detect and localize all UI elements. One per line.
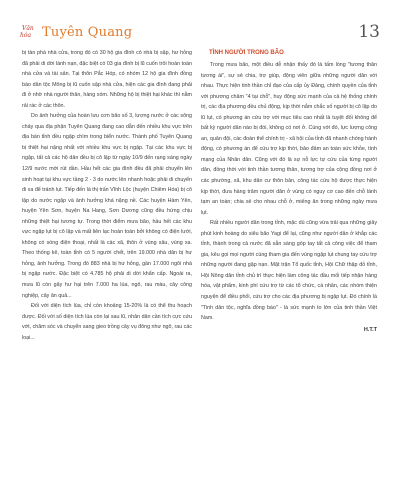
- left-paragraph-3: Đối với diện tích lúa, chỉ còn khoảng 15-20% là có thể thu hoạch được. Đối với số diện tích lúa còn lại sau lũ, nhân dân cần tích cực cứu vớt, chăm sóc và chuyển sang gieo trồng cây vụ đông như ngô, rau các loại...: [22, 303, 192, 341]
- logo-main-text: Tuyên Quang: [42, 25, 133, 40]
- author-signature: H.T.T: [363, 326, 377, 333]
- page-number: 13: [358, 22, 380, 42]
- left-column: [22, 48, 192, 343]
- section-title: TÌNH NGƯỜI TRONG BÃO: [209, 50, 284, 56]
- left-paragraph-1: bị tàn phá nhà cửa, trong đó có 30 hộ gia đình có nhà bị sập, hư hỏng đã phải di dời lánh nạn, đặc biệt có 03 gia đình bị lũ cuốn trôi hoàn toàn nhà cửa và tài sản. Tại thôn Pắc Hóp, có nhóm 12 hộ gia đình đồng bào dân tộc Mông bị lũ cuốn sập nhà cửa, hiện các gia đình đang phải đi ở nhờ nhà người thân, hàng xóm. Những hộ bị thiệt hại khác thì nằm rải rác ở các thôn.: [22, 50, 192, 109]
- right-column: [201, 48, 377, 333]
- left-paragraph-2: Do ảnh hưởng của hoàn lưu cơn bão số 3, lượng nước ở các sông chảy qua địa phận Tuyên Quang đang cao dẫn đến nhiều khu vực trên địa bàn tỉnh đều ngập chìm trong biển nước. Thành phố Tuyên Quang bị thiệt hại nặng nhất với nhiều khu vực bị ngập. Tại các khu vực bị ngập, tất cả các hộ dân đều bị cô lập từ ngày 10/9 đến rạng sáng ngày 12/9 nước mới rút dần. Hầu hết các gia đình đều đã phải chuyển lên sinh hoạt tại khu vực tầng 2 - 3 do nước lên nhanh hoặc phải di chuyển đi xa để tránh lụt. Tiếp đến là thị trấn Vĩnh Lộc (huyện Chiêm Hóa) bị cô lập do nước ngập và ảnh hưởng khá nặng nề. Các huyện Hàm Yên, huyện Yên Sơn, huyện Na Hang, Sơn Dương cũng đều hứng chịu những thiệt hại tương tự. Trong thời điểm mưa bão, hầu hết các khu vực ngập lụt bị cô lập và mất liên lạc hoàn toàn bởi không có điện lưới, không có sóng điện thoại, nhất là các xã, thôn ở vùng sâu, vùng xa. Theo thống kê, toàn tỉnh có 5 người chết, trên 19.000 nhà dân bị hư hỏng, ảnh hưởng. Trong đó 883 nhà bị hư hỏng, gần 17.000 ngôi nhà bị ngập nước. Đặc biệt có 4.785 hộ phải di dời khẩn cấp. Ngoài ra, mưa lũ còn gây hư hại trên 7.000 ha lúa, ngô, rau màu, cây công nghiệp, cây ăn quả...: [22, 113, 192, 299]
- right-paragraph-2: Rất nhiều người dân trong tỉnh, mặc dù cũng vừa trải qua những giây phút kinh hoàng do siêu bão Yagi để lại, cũng như người dân ở khắp các tỉnh, thành trong cả nước đã sẵn sàng góp tay tất cả công việc để tham gia, kêu gọi mọi người cùng tham gia đến vùng ngập lụt chung tay cứu trợ những người đang gặp nạn. Mặt trận Tổ quốc tỉnh, Hội Chữ thập đỏ tỉnh, Hội Nông dân tỉnh chủ trì thực hiện làm công tác đầu mối tiếp nhận hàng hóa, vật phẩm, kinh phí cứu trợ từ các tổ chức, cá nhân, các nhóm thiện nguyện để điều phối, cứu trợ cho các địa phương bị ngập lụt. Đó chính là "Tinh dân tộc, nghĩa đồng bào" - là sức mạnh to lớn của tinh thần Việt Nam.: [201, 220, 377, 322]
- logo-small-text-1: Văn: [22, 25, 34, 32]
- logo-small-text-2: hóa: [20, 32, 32, 39]
- right-paragraph-1: Trong mưa bão, một điều dễ nhận thấy đó là tấm lòng "tương thân tương ái", sự sẻ chia, trợ giúp, động viên giữa những người dân với nhau. Thực hiện tinh thần chỉ đạo của cấp ủy Đảng, chính quyền của tỉnh với phương châm "4 tại chỗ", huy động sức mạnh của cả hệ thống chính trị, các địa phương đều chủ động, kịp thời nắm chắc số người bị cô lập do lũ lụt, có phương án cứu trợ với mục tiêu cao nhất là tuyệt đối không để bất kỳ người dân nào bị đói, không có nơi ở. Cùng với đó, lực lượng công an, quân đội, các đoàn thể chính trị - xã hội của tỉnh đã nhanh chóng hành động, có phương án để cứu trợ kịp thời, bảo đảm an toàn sức khỏe, tính mạng của Nhân dân. Cũng với đó là sự nỗ lực tự cứu của từng người dân, đồng thời với tinh thần tương thân, tương trợ của cộng đồng nơi ở các phường, xã, khu dân cư thôn bản, công tác cứu hộ được thực hiện kịp thời, đưa hàng trăm người dân ở vùng có nguy cơ cao đến chỗ lánh tạm an toàn; chia sẻ cho nhau chỗ ở, miếng ăn trong những ngày mưa lụt.: [201, 62, 377, 216]
